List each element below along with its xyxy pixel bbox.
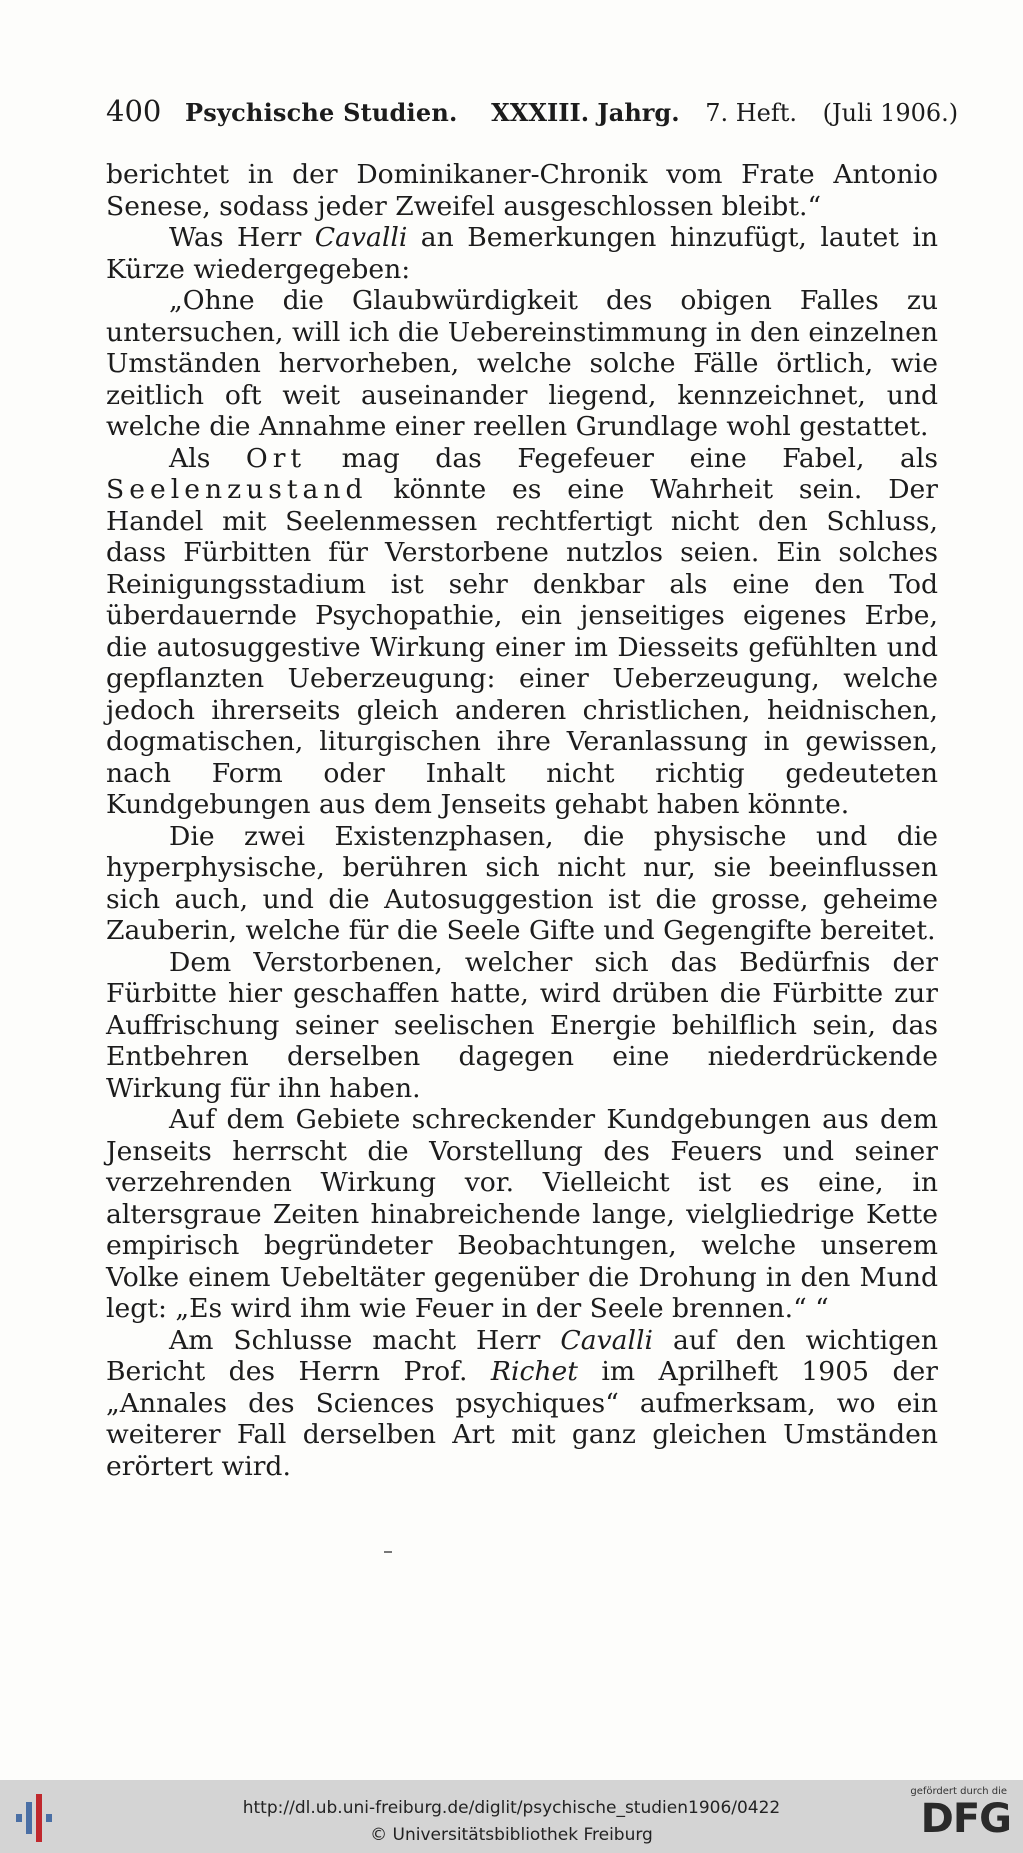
paragraph-5 (106, 821, 938, 947)
paragraph-4-text-a: Als (169, 442, 246, 474)
paragraph-2 (106, 222, 938, 285)
dfg-logo (901, 1786, 1011, 1848)
paragraph-1-text: berichtet in der Dominikaner-Chronik vom Frate Antonio Senese, sodass jeder Zweifel ausgeschlossen bleibt.“ (106, 159, 938, 222)
paragraph-3-text: „Ohne die Glaubwürdigkeit des obigen Falles zu untersuchen, will ich die Uebereinstimmung in den einzelnen Umständen hervorheben, welche solche Fälle örtlich, wie zeitlich oft weit auseinander liegend, kennzeichnet, und welche die Annahme einer reellen Grundlage wohl gestattet. (106, 285, 938, 442)
paragraph-4-text-c: könnte es eine Wahrheit sein. Der Handel mit Seelenmessen rechtfertigt nicht den Schluss, dass Fürbitten für Verstorbene nutzlos seien. Ein solches Reinigungsstadium ist sehr denkbar als eine den Tod überdauernde Psychopathie, ein jenseitiges eigenes Erbe, die autosuggestive Wirkung einer im Diesseits gefühlten und gepflanzten Ueberzeugung: einer Ueberzeugung, welche jedoch ihrerseits gleich anderen christlichen, heidnischen, dogmatischen, liturgischen ihre Veranlassung in gewissen, nach Form oder Inhalt nicht richtig gedeuteten Kundgebungen aus dem Jenseits gehabt haben könnte. (106, 474, 938, 820)
name-cavalli: Cavalli (314, 222, 408, 253)
name-cavalli-2: Cavalli (560, 1324, 653, 1356)
stray-mark (384, 1551, 392, 1553)
body-text (106, 159, 938, 1482)
paragraph-2-text-a: Was Herr (169, 222, 315, 253)
paragraph-4-text-b: mag das Fegefeuer eine Fabel, als (306, 442, 938, 474)
spaced-word-ort: Ort (245, 442, 307, 474)
funder-logo-text: DFG (920, 1796, 1011, 1842)
running-header (106, 94, 959, 128)
paragraph-8-text-c: im Aprilheft 1905 der „Annales des Sciences psychiques“ aufmerksam, wo ein weiterer Fall derselben Art mit ganz gleichen Umständen erörtert wird. (106, 1356, 938, 1482)
spaced-word-seelenzustand: Seelenzustand (106, 474, 368, 505)
volume-label: XXXIII. Jahrg. (491, 98, 680, 127)
paragraph-3 (106, 285, 938, 443)
paragraph-4 (106, 443, 938, 821)
issue-date: (Juli 1906.) (822, 99, 959, 127)
copyright-notice: © Universitätsbibliothek Freiburg (370, 1825, 653, 1845)
issue-label: 7. Heft. (705, 99, 798, 127)
name-richet: Richet (490, 1356, 578, 1387)
paragraph-2-text-b: an Bemerkungen hinzufügt, lautet in Kürze wiedergegeben: (106, 222, 938, 285)
paragraph-7-text: Auf dem Gebiete schreckender Kundgebungen aus dem Jenseits herrscht die Vorstellung des Feuers und seiner verzehrenden Wirkung vor. Vielleicht ist es eine, in altersgraue Zeiten hinabreichende lange, vielgliedrige Kette empirisch begründeter Beobachtungen, welche unserem Volke einem Uebeltäter gegenüber die Drohung in den Mund legt: „Es wird ihm wie Feuer in der Seele brennen.“ “ (106, 1104, 938, 1324)
viewer-footer (0, 1780, 1023, 1853)
document-url[interactable]: http://dl.ub.uni-freiburg.de/diglit/psychische_studien1906/0422 (242, 1798, 781, 1818)
funder-caption: gefördert durch die (910, 1786, 1007, 1797)
paragraph-8 (106, 1325, 938, 1483)
paragraph-7 (106, 1104, 938, 1325)
paragraph-8-text-b: auf den wichtigen Bericht des Herrn Prof. (106, 1324, 938, 1387)
page-number: 400 (106, 94, 162, 128)
paragraph-5-text: Die zwei Existenzphasen, die physische und die hyperphysische, berühren sich nicht nur, sie beeinflussen sich auch, und die Autosuggestion ist die grosse, geheime Zauberin, welche für die Seele Gifte und Gegengifte bereitet. (106, 820, 938, 946)
paragraph-6-text: Dem Verstorbenen, welcher sich das Bedürfnis der Fürbitte hier geschaffen hatte, wird drüben die Fürbitte zur Auffrischung seiner seelischen Energie behilflich sein, das Entbehren derselben dagegen eine niederdrückende Wirkung für ihn haben. (106, 946, 938, 1104)
journal-title: Psychische Studien. (185, 98, 458, 127)
paragraph-1 (106, 159, 938, 222)
paragraph-6 (106, 947, 938, 1105)
paragraph-8-text-a: Am Schlusse macht Herr (169, 1324, 561, 1356)
